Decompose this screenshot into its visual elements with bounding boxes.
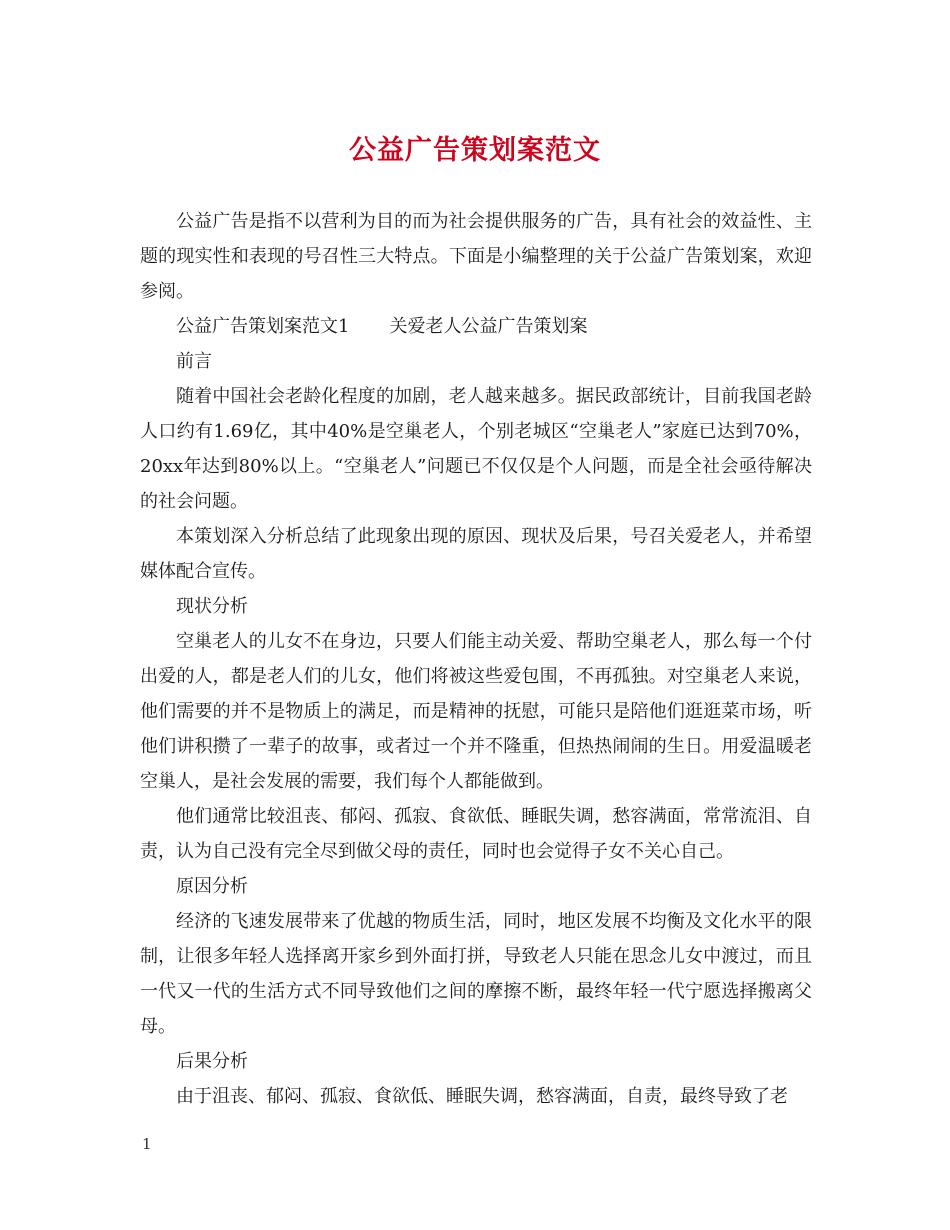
heading-preface: 前言 xyxy=(176,351,212,372)
document-title: 公益广告策划案范文 xyxy=(349,135,601,166)
paragraph-status-1: 空巢老人的儿女不在身边，只要人们能主动关爱、帮助空巢老人，那么每一个付出爱的人，都是老人们的儿女，他们将被这些爱包围，不再孤独。对空巢老人来说，他们需要的并不是物质上的满足，而是精神的抚慰，可能只是陪他们逛逛菜市场，听他们讲积攒了一辈子的故事，或者过一个并不隆重，但热热闹闹的生日。用爱温暖老空巢人，是社会发展的需要，我们每个人都能做到。 xyxy=(140,631,812,792)
section-label: 公益广告策划案范文1 xyxy=(176,316,350,337)
page-number: 1 xyxy=(142,1135,152,1153)
section-title: 关爱老人公益广告策划案 xyxy=(389,316,588,337)
heading-status: 现状分析 xyxy=(176,596,248,617)
paragraph-consequence: 由于沮丧、郁闷、孤寂、食欲低、睡眠失调，愁容满面，自责，最终导致了老 xyxy=(176,1086,788,1107)
paragraph-status-2: 他们通常比较沮丧、郁闷、孤寂、食欲低、睡眠失调，愁容满面，常常流泪、自责，认为自己没有完全尽到做父母的责任，同时也会觉得子女不关心自己。 xyxy=(140,806,812,862)
intro-paragraph: 公益广告是指不以营利为目的而为社会提供服务的广告，具有社会的效益性、主题的现实性和表现的号召性三大特点。下面是小编整理的关于公益广告策划案，欢迎参阅。 xyxy=(140,211,812,302)
section-heading-line xyxy=(140,309,812,344)
paragraph-preface-1: 随着中国社会老龄化程度的加剧，老人越来越多。据民政部统计，目前我国老龄人口约有1.69亿，其中40%是空巢老人，个别老城区“空巢老人”家庭已达到70%，20xx年达到80%以上。“空巢老人”问题已不仅仅是个人问题，而是全社会亟待解决的社会问题。 xyxy=(140,386,812,512)
paragraph-preface-2: 本策划深入分析总结了此现象出现的原因、现状及后果，号召关爱老人，并希望媒体配合宣传。 xyxy=(140,526,812,582)
heading-consequence: 后果分析 xyxy=(176,1051,248,1072)
paragraph-cause: 经济的飞速发展带来了优越的物质生活，同时，地区发展不均衡及文化水平的限制，让很多年轻人选择离开家乡到外面打拼，导致老人只能在思念儿女中渡过，而且一代又一代的生活方式不同导致他们之间的摩擦不断，最终年轻一代宁愿选择搬离父母。 xyxy=(140,911,812,1037)
document-body xyxy=(140,204,812,1114)
heading-cause: 原因分析 xyxy=(176,876,248,897)
